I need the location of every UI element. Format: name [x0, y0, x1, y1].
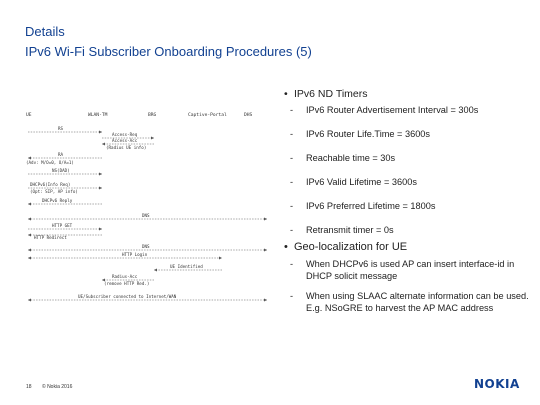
list-item: [284, 128, 529, 140]
copyright: © Nokia 2016: [42, 384, 73, 390]
page-number: 18: [26, 384, 32, 390]
sequence-diagram: [22, 108, 280, 308]
msg-remove-redirect: (remove HTTP Red.): [104, 281, 150, 286]
bullet-dot-icon: •: [284, 241, 288, 253]
list-item: [284, 200, 529, 212]
list-item: [284, 104, 529, 116]
nd-timer-item: Retransmit timer = 0s: [306, 225, 394, 235]
bullet-dot-icon: •: [284, 88, 288, 100]
msg-dns-2: DNS: [142, 244, 150, 249]
list-item: [284, 258, 529, 282]
bullet-list: [284, 88, 529, 314]
bullet-nd-timers: [284, 88, 529, 100]
bullet-geo-label: Geo-localization for UE: [294, 241, 408, 253]
geo-item: When using SLAAC alternate information can be used. E.g. NSoGRE to harvest the AP MAC address: [306, 291, 529, 313]
nokia-logo: NOKIA: [474, 377, 520, 391]
msg-dhcp-opt: (Opt: SIP, AP info): [30, 189, 78, 194]
page-title: IPv6 Wi-Fi Subscriber Onboarding Procedures (5): [25, 44, 312, 59]
dash-icon: -: [290, 105, 294, 115]
column-portal: Captive-Portal: [188, 113, 227, 118]
msg-dns: DNS: [142, 213, 150, 218]
msg-connected: UE/Subscriber connected to Internet/WAN: [78, 294, 177, 299]
nd-timer-item: IPv6 Preferred Lifetime = 1800s: [306, 201, 436, 211]
nd-timer-item: IPv6 Valid Lifetime = 3600s: [306, 177, 417, 187]
msg-dhcp-reply: DHCPv6 Reply: [42, 198, 73, 203]
dash-icon: -: [290, 225, 294, 235]
msg-http-redirect: HTTP Redirect: [34, 235, 67, 240]
msg-ra-flags: (Adv: M/O=0, O/A=1): [26, 160, 74, 165]
list-item: [284, 290, 529, 314]
dash-icon: -: [290, 259, 294, 269]
sequence-diagram-svg: [22, 108, 280, 308]
msg-http-login: HTTP Login: [122, 252, 148, 257]
dash-icon: -: [290, 291, 294, 301]
dash-icon: -: [290, 177, 294, 187]
bullet-geo: [284, 241, 529, 253]
bullet-nd-label: IPv6 ND Timers: [294, 88, 368, 100]
nd-timer-item: IPv6 Router Life.Time = 3600s: [306, 129, 431, 139]
column-ue: UE: [26, 113, 32, 118]
msg-ra: RA: [58, 152, 64, 157]
geo-item: When DHCPv6 is used AP can insert interface-id in DHCP solicit message: [306, 259, 515, 281]
msg-access-req: Access-Req: [112, 132, 138, 137]
dash-icon: -: [290, 129, 294, 139]
msg-radius-info: (Radius UE info): [106, 145, 147, 150]
list-item: [284, 176, 529, 188]
msg-dhcp-info-req: DHCPv6(Info Req): [30, 182, 71, 187]
list-item: [284, 224, 529, 236]
nd-timer-item: Reachable time = 30s: [306, 153, 396, 163]
dash-icon: -: [290, 201, 294, 211]
column-dhs: DHS: [244, 113, 253, 118]
msg-access-acc: Access-Acc: [112, 138, 138, 143]
msg-ns-dad: NS(DAD): [52, 168, 70, 173]
nd-timer-item: IPv6 Router Advertisement Interval = 300s: [306, 105, 479, 115]
msg-radius-acc: Radius-Acc: [112, 274, 138, 279]
dash-icon: -: [290, 153, 294, 163]
msg-rs: RS: [58, 126, 64, 131]
list-item: [284, 152, 529, 164]
msg-http-get: HTTP GET: [52, 223, 73, 228]
column-wlan: WLAN-TM: [88, 113, 108, 118]
section-label: Details: [25, 24, 65, 39]
msg-ue-identified: UE Identified: [170, 264, 203, 269]
column-brg: BRG: [148, 113, 157, 118]
